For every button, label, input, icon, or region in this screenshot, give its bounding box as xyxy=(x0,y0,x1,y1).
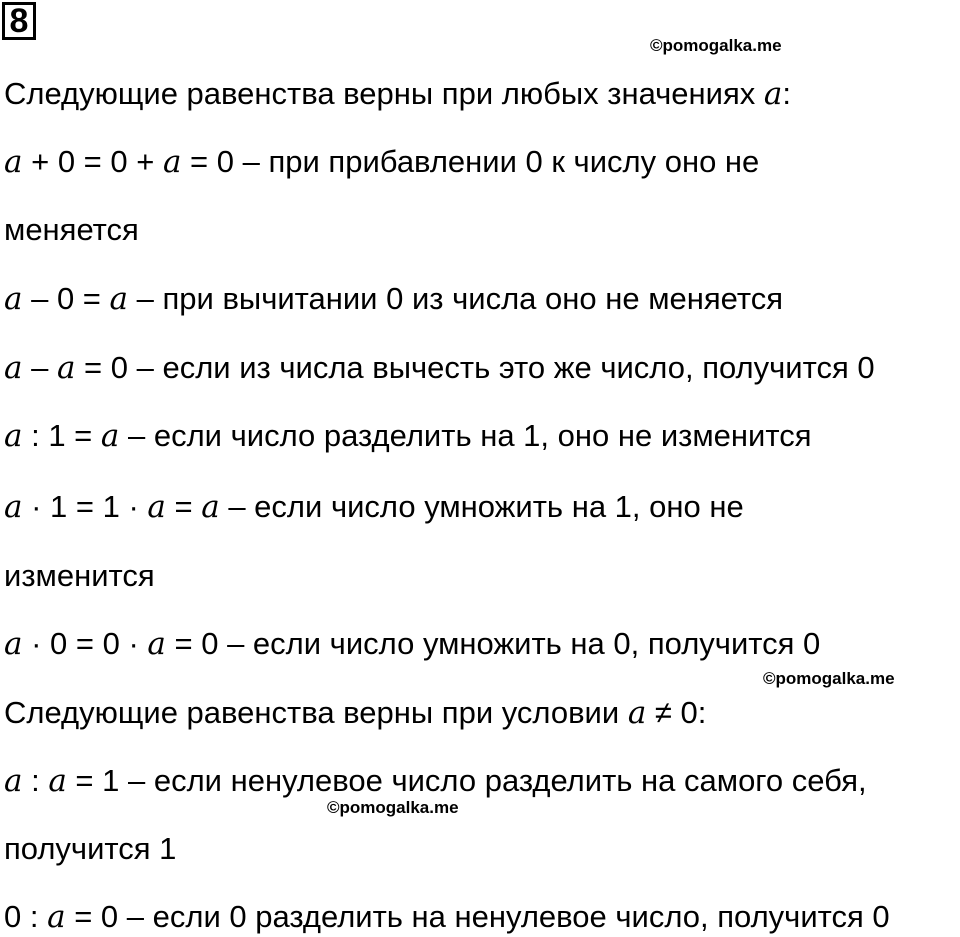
watermark-middle: ©pomogalka.me xyxy=(763,669,895,688)
line-divide-self-cont: получится 1 xyxy=(4,831,177,866)
line-subtract-self: a – a = 0 – если из числа вычесть это же число, получится 0 xyxy=(4,350,875,386)
line-add-zero: a + 0 = 0 + a = 0 – при прибавлении 0 к числу оно не xyxy=(4,144,760,180)
line-multiply-one: a · 1 = 1 · a = a – если число умножить на 1, оно не xyxy=(4,489,744,525)
watermark-top: ©pomogalka.me xyxy=(650,36,782,55)
line-intro-any-a: Следующие равенства верны при любых значениях a: xyxy=(4,76,791,112)
line-subtract-zero: a – 0 = a – при вычитании 0 из числа оно не меняется xyxy=(4,281,784,317)
line-multiply-zero: a · 0 = 0 · a = 0 – если число умножить на 0, получится 0 xyxy=(4,626,821,662)
line-intro-nonzero-a: Следующие равенства верны при условии a ≠ 0: xyxy=(4,695,707,731)
line-zero-divided: 0 : a = 0 – если 0 разделить на ненулевое число, получится 0 xyxy=(4,899,890,935)
line-divide-self: a : a = 1 – если ненулевое число разделить на самого себя, xyxy=(4,763,867,799)
line-divide-one: a : 1 = a – если число разделить на 1, оно не изменится xyxy=(4,418,812,454)
task-number: 8 xyxy=(2,2,36,40)
line-add-zero-cont: меняется xyxy=(4,212,139,247)
line-multiply-one-cont: изменится xyxy=(4,558,155,593)
watermark-bottom: ©pomogalka.me xyxy=(327,798,459,817)
